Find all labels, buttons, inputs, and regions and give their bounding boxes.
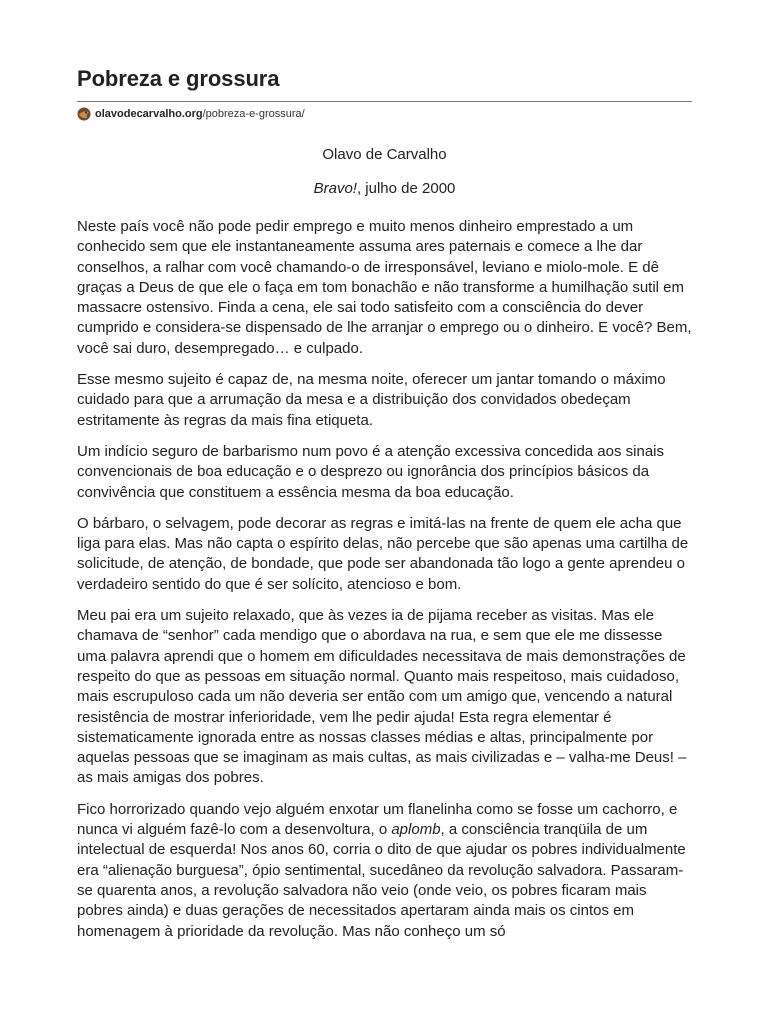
paragraph-4: O bárbaro, o selvagem, pode decorar as regras e imitá-las na frente de quem ele acha que liga para elas. Mas não capta o espírito delas, não percebe que são apenas uma cartilha de solicitude, de atenção, de bondade, que pode ser abandonada tão logo a gente aprendeu o verdadeiro sentido do que é ser solícito, atencioso e bom. [77, 514, 689, 593]
paragraph-3: Um indício seguro de barbarismo num povo é a atenção excessiva concedida aos sinais convencionais de boa educação e o desprezo ou ignorância dos princípios básicos da convivência que constituem a essência mesma da boa educação. [77, 442, 664, 501]
paragraph-1: Neste país você não pode pedir emprego e muito menos dinheiro emprestado a um conhecido sem que ele instantaneamente assuma ares paternais e comece a lhe dar conselhos, a ralhar com você chamando-o de irresponsável, leviano e miolo-mole. E dê graças a Deus de que ele o faça em tom bonachão e não transforme a humilhação sutil em massacre ostensivo. Finda a cena, ele sai todo satisfeito com a consciência do dever cumprido e considera-se dispensado de lhe arranjar o emprego ou o dinheiro. E você? Bem, você sai duro, desempregado… e culpado. [77, 218, 692, 357]
paragraph-6-start: Fico horrorizado quando vejo alguém enxotar um flanelinha como se fosse um cachorro, e nunca vi alguém fazê-lo com a desenvoltura, o [77, 800, 678, 839]
paragraph-2: Esse mesmo sujeito é capaz de, na mesma noite, oferecer um jantar tomando o máximo cuidado para que a arrumação da mesa e a distribuição dos convidados obedeçam estritamente às regras da mais fina etiqueta. [77, 371, 666, 429]
title-divider [77, 101, 692, 102]
paragraph-5: Meu pai era um sujeito relaxado, que às vezes ia de pijama receber as visitas. Mas ele chamava de “senhor” cada mendigo que o abordava na rua, e sem que ele me dissesse uma palavra aprendi que o homem em dificuldades necessitava de mais demonstrações de respeito do que as pessoas em situação normal. Quanto mais respeitoso, mais cuidadoso, mais escrupuloso cada um não deveria ser então com um amigo que, vencendo a natural resistência de mostrar inferioridade, vem lhe pedir ajuda! Esta regra elementar é sistematicamente ignorada entre as nossas classes médias e altas, principalmente por aquelas pessoas que se imaginam as mais cultas, as mais civilizadas e – valha-me Deus! – as mais amigas dos pobres. [77, 607, 687, 787]
site-favicon-icon [77, 107, 91, 121]
paragraph-6-italic: aplomb [391, 821, 441, 839]
publication-date: , julho de 2000 [356, 180, 456, 197]
paragraph-6 [77, 800, 692, 942]
publication-line [77, 179, 692, 199]
source-link[interactable] [77, 107, 692, 121]
paragraph-6-end: , a consciência tranqüila de um intelectual de esquerda! Nos anos 60, corria o dito de que ajudar os pobres individualmente era “alienação burguesa”, ópio sentimental, sucedâneo da revolução salvadora. Passaram-se quarenta anos, a revolução salvadora não veio (onde veio, os pobres ficaram mais pobres ainda) e duas gerações de necessitados apertaram ainda mais os cintos em homenagem à prioridade da revolução. Mas não conheço um só [77, 821, 686, 940]
article-body [77, 217, 692, 942]
publication-name: Bravo! [313, 180, 357, 197]
source-path[interactable]: /pobreza-e-grossura/ [202, 108, 305, 120]
page-title: Pobreza e grossura [77, 66, 280, 91]
source-domain[interactable]: olavodecarvalho.org [95, 108, 203, 120]
author-name: Olavo de Carvalho [322, 146, 447, 163]
